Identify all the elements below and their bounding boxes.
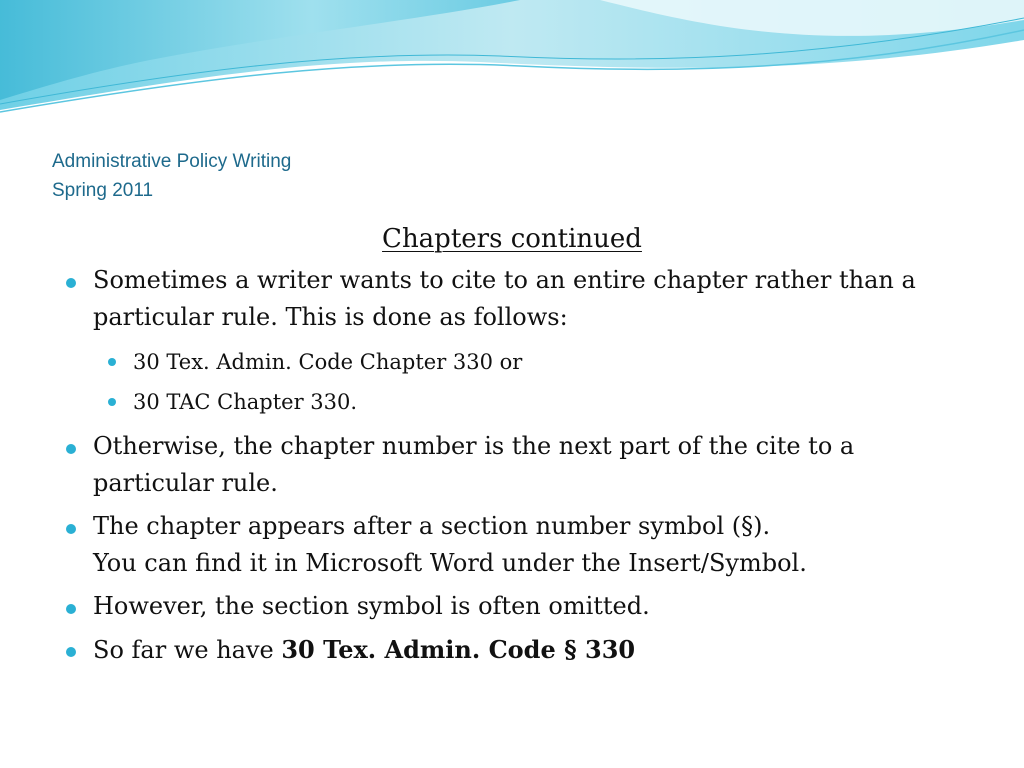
sub-list-item bbox=[0, 382, 1024, 422]
list-item bbox=[0, 588, 973, 625]
bullet-text: However, the section symbol is often omitted. bbox=[93, 592, 650, 620]
sub-bullet-icon bbox=[108, 358, 116, 366]
bullet-icon bbox=[66, 604, 76, 614]
list-item bbox=[0, 428, 973, 502]
bullet-icon bbox=[66, 524, 76, 534]
citation-text: 30 Tex. Admin. Code § 330 bbox=[281, 635, 636, 664]
bullet-icon bbox=[66, 278, 76, 288]
slide-title-line2: Spring 2011 bbox=[52, 180, 154, 201]
bullet-text-line2: You can find it in Microsoft Word under the Insert/Symbol. bbox=[93, 549, 807, 577]
list-item bbox=[0, 631, 973, 669]
list-item bbox=[0, 262, 973, 336]
slide-title bbox=[52, 147, 291, 205]
bullet-list bbox=[0, 262, 1024, 669]
wave-header-decoration bbox=[0, 0, 1024, 120]
bullet-text-prefix: So far we have bbox=[93, 636, 282, 664]
bullet-text-line1: The chapter appears after a section number symbol (§). bbox=[93, 512, 771, 540]
bullet-icon bbox=[66, 647, 76, 657]
sub-bullet-text: 30 TAC Chapter 330. bbox=[133, 390, 358, 414]
sub-bullet-text: 30 Tex. Admin. Code Chapter 330 or bbox=[133, 350, 523, 374]
bullet-text: Otherwise, the chapter number is the next part of the cite to a particular rule. bbox=[93, 432, 855, 497]
sub-bullet-icon bbox=[108, 398, 116, 406]
bullet-text: Sometimes a writer wants to cite to an entire chapter rather than a particular rule. This is done as follows: bbox=[93, 266, 916, 331]
content-heading: Chapters continued bbox=[382, 224, 642, 254]
bullet-icon bbox=[66, 444, 76, 454]
sub-list-item bbox=[0, 342, 1024, 382]
list-item bbox=[0, 508, 973, 582]
slide-title-line1: Administrative Policy Writing bbox=[52, 151, 292, 172]
